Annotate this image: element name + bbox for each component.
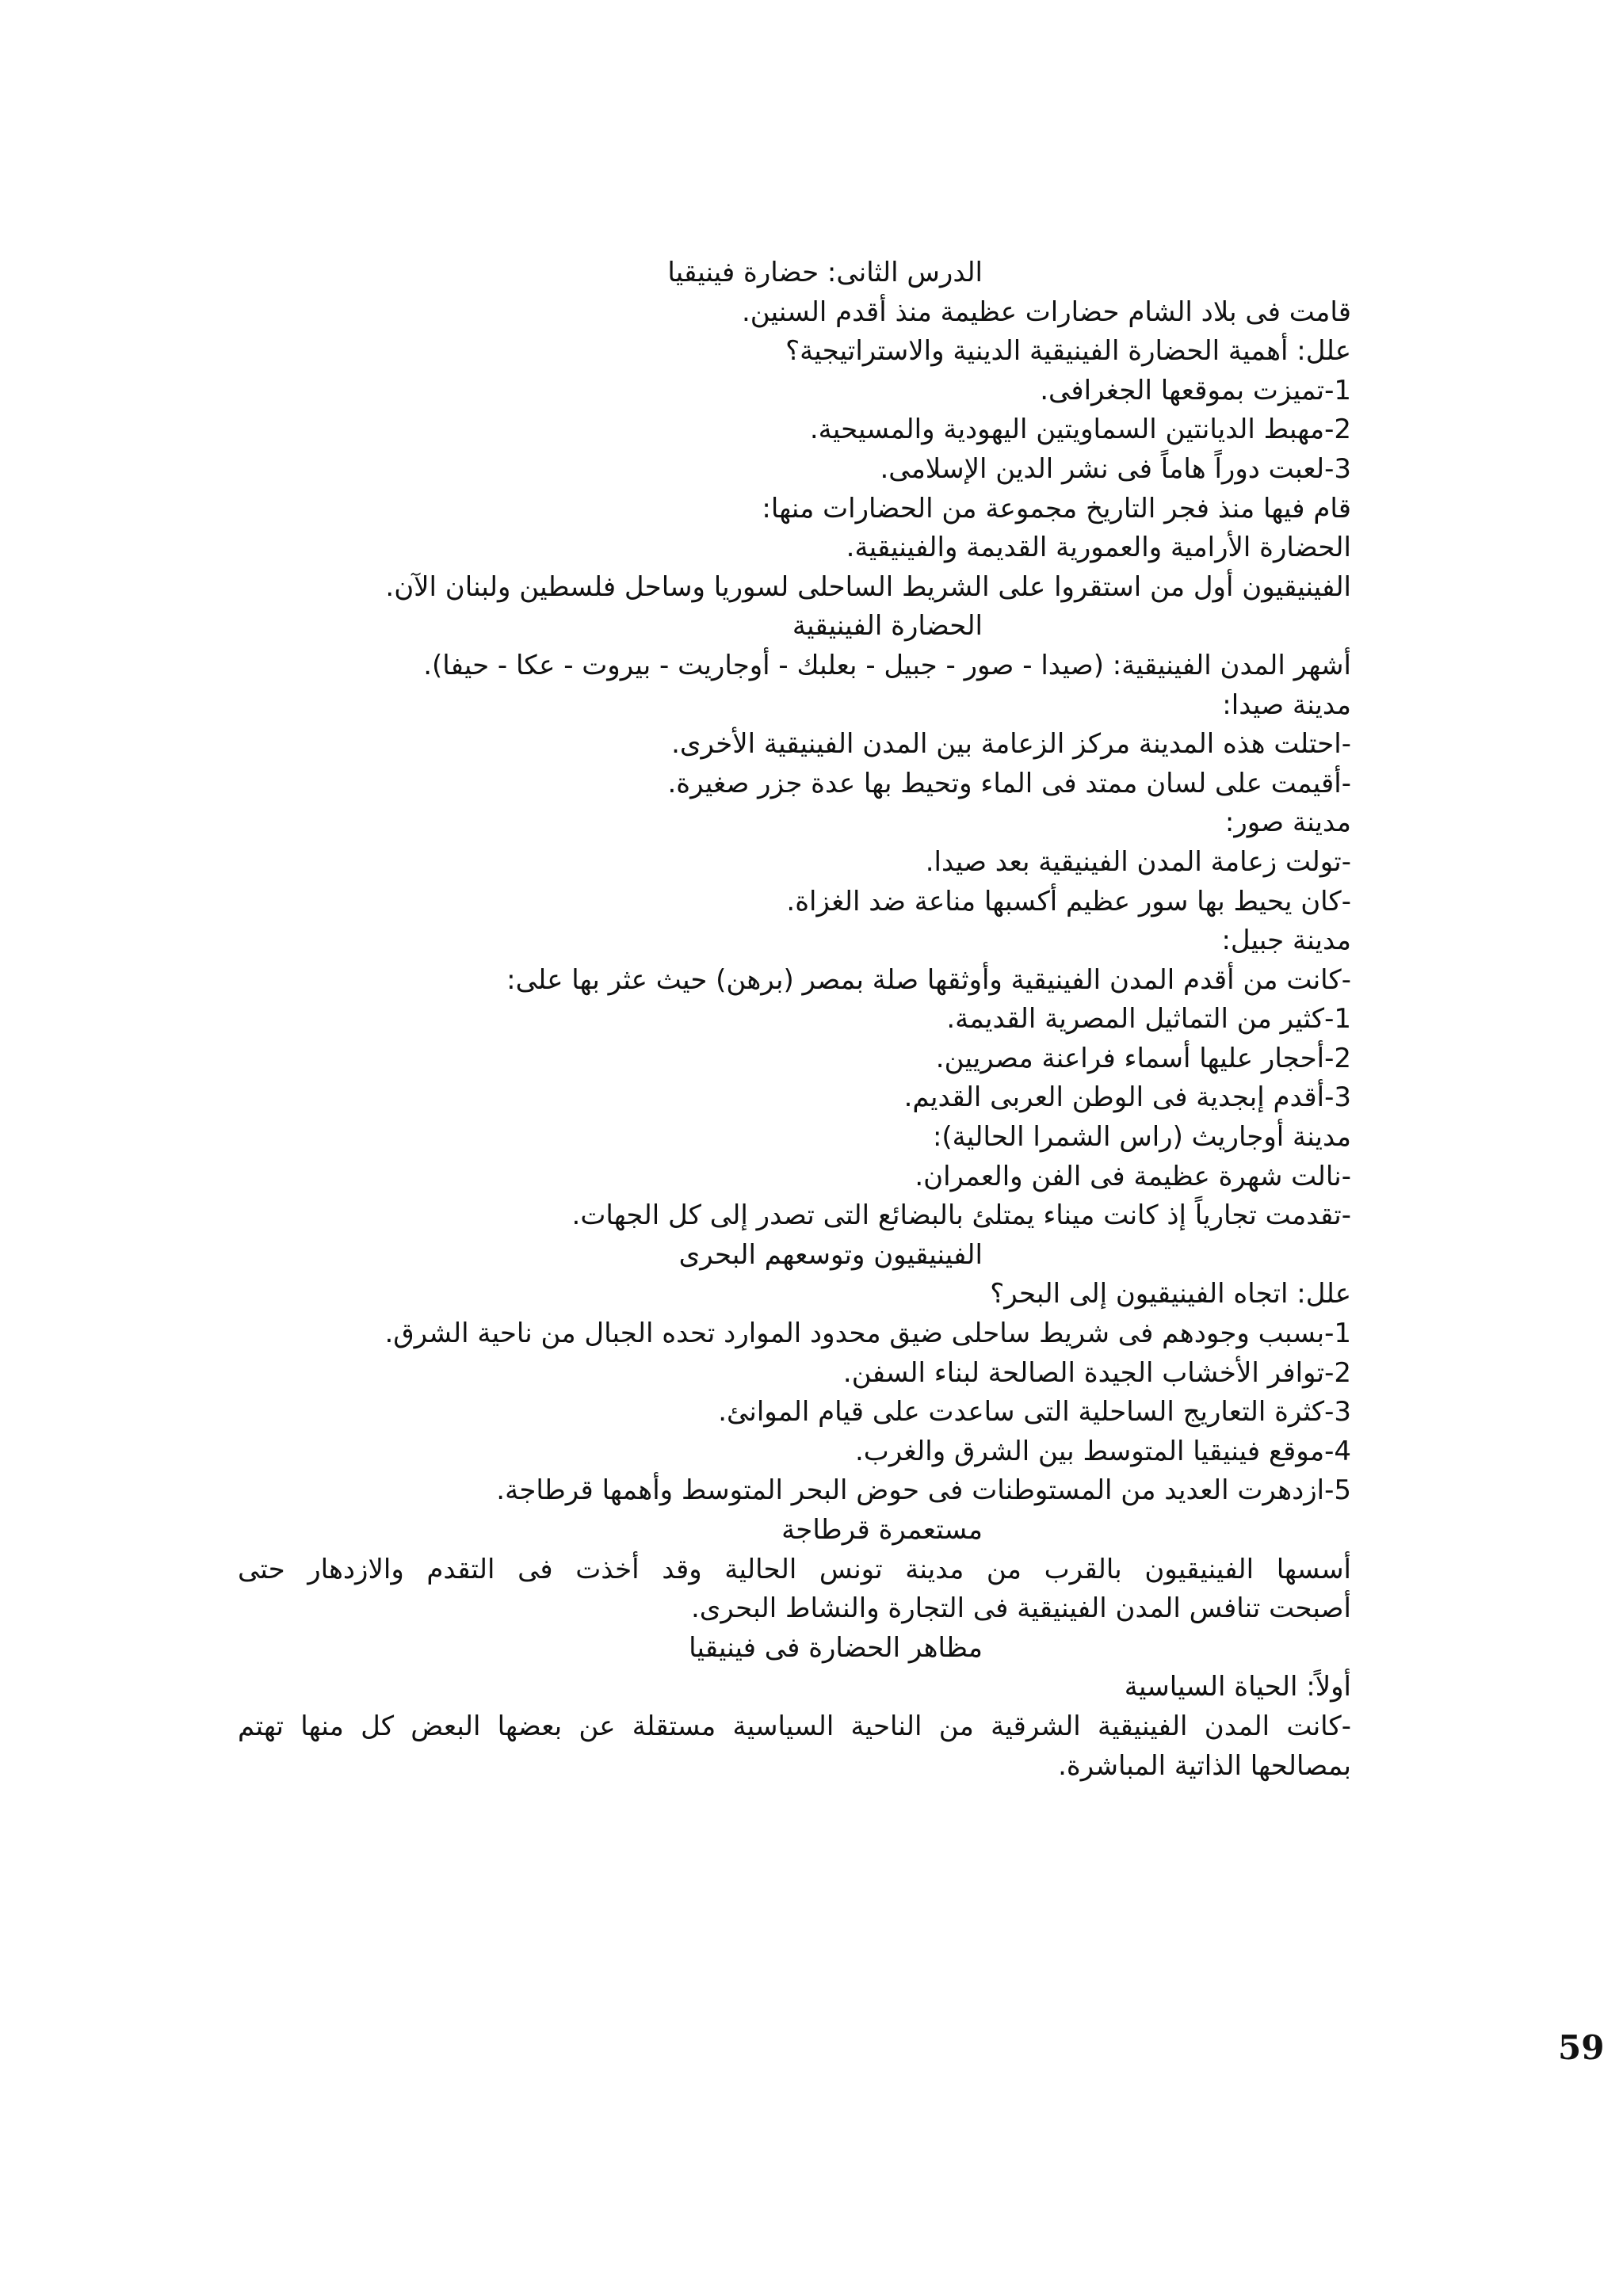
text-line: علل: اتجاه الفينيقيون إلى البحر؟ xyxy=(990,1278,1351,1310)
text-line: -نالت شهرة عظيمة فى الفن والعمران. xyxy=(915,1160,1351,1192)
text-line: -كانت من أقدم المدن الفينيقية وأوثقها صلة بمصر (برهن) حيث عثر بها على: xyxy=(506,963,1351,996)
text-line: 2-أحجار عليها أسماء فراعنة مصريين. xyxy=(935,1042,1351,1074)
text-line: -أقيمت على لسان ممتد فى الماء وتحيط بها عدة جزر صغيرة. xyxy=(667,767,1351,799)
section-heading: الحضارة الفينيقية xyxy=(792,610,983,643)
text-line: 3-أقدم إبجدية فى الوطن العربى القديم. xyxy=(903,1081,1351,1114)
lesson-text xyxy=(238,254,1351,1786)
text-line: مدينة صور: xyxy=(1224,807,1351,839)
text-line: -احتلت هذه المدينة مركز الزعامة بين المدن الفينيقية الأخرى. xyxy=(671,728,1351,761)
section-heading: مستعمرة قرطاجة xyxy=(781,1514,983,1546)
page-number: 59 xyxy=(1558,2028,1605,2067)
text-line: علل: أهمية الحضارة الفينيقية الدينية والاستراتيجية؟ xyxy=(785,335,1351,368)
text-line: 4-موقع فينيقيا المتوسط بين الشرق والغرب. xyxy=(854,1435,1351,1467)
text-line: 5-ازدهرت العديد من المستوطنات فى حوض البحر المتوسط وأهمها قرطاجة. xyxy=(496,1474,1351,1507)
text-line: 1-كثير من التماثيل المصرية القديمة. xyxy=(946,1003,1351,1035)
text-line: بمصالحها الذاتية المباشرة. xyxy=(1058,1749,1351,1782)
section-heading: الفينيقيون وتوسعهم البحرى xyxy=(678,1238,983,1271)
text-line: أصبحت تنافس المدن الفينيقية فى التجارة والنشاط البحرى. xyxy=(691,1592,1351,1625)
text-line: 1-بسبب وجودهم فى شريط ساحلى ضيق محدود الموارد تحده الجبال من ناحية الشرق. xyxy=(384,1318,1351,1350)
text-line: 2-توافر الأخشاب الجيدة الصالحة لبناء السفن. xyxy=(842,1356,1351,1389)
text-line: قامت فى بلاد الشام حضارات عظيمة منذ أقدم السنين. xyxy=(741,296,1351,328)
text-line: -تولت زعامة المدن الفينيقية بعد صيدا. xyxy=(925,845,1351,878)
text-line: -كان يحيط بها سور عظيم أكسبها مناعة ضد الغزاة. xyxy=(786,885,1351,917)
text-line: 2-مهبط الديانتين السماويتين اليهودية والمسيحية. xyxy=(809,414,1351,446)
text-line: الفينيقيون أول من استقروا على الشريط الساحلى لسوريا وساحل فلسطين ولبنان الآن. xyxy=(385,570,1351,603)
text-line: قام فيها منذ فجر التاريخ مجموعة من الحضارات منها: xyxy=(762,492,1351,524)
text-line: 1-تميزت بموقعها الجغرافى. xyxy=(1040,374,1351,406)
text-line: 3-كثرة التعاريج الساحلية التى ساعدت على قيام الموانئ. xyxy=(718,1396,1351,1428)
text-line: 3-لعبت دوراً هاماً فى نشر الدين الإسلامى. xyxy=(880,452,1351,485)
section-heading: مظاهر الحضارة فى فينيقيا xyxy=(689,1631,983,1664)
text-line: -كانت المدن الفينيقية الشرقية من الناحية السياسية مستقلة عن بعضها البعض كل منها تهتم xyxy=(238,1710,1351,1742)
text-line: أولاً: الحياة السياسية xyxy=(1124,1671,1351,1703)
text-line: -تقدمت تجارياً إذ كانت ميناء يمتلئ بالبضائع التى تصدر إلى كل الجهات. xyxy=(571,1199,1351,1232)
section-heading: الدرس الثانى: حضارة فينيقيا xyxy=(667,257,983,288)
text-line: مدينة جبيل: xyxy=(1221,925,1351,957)
text-line: مدينة أوجاريث (راس الشمرا الحالية): xyxy=(932,1121,1351,1154)
text-line: الحضارة الأرامية والعمورية القديمة والفينيقية. xyxy=(846,532,1351,564)
text-line: مدينة صيدا: xyxy=(1222,688,1351,721)
text-line: أسسها الفينيقيون بالقرب من مدينة تونس الحالية وقد أخذت فى التقدم والازدهار حتى xyxy=(238,1553,1351,1585)
text-line: أشهر المدن الفينيقية: (صيدا - صور - جبيل - بعلبك - أوجاريت - بيروت - عكا - حيفا). xyxy=(423,649,1351,681)
